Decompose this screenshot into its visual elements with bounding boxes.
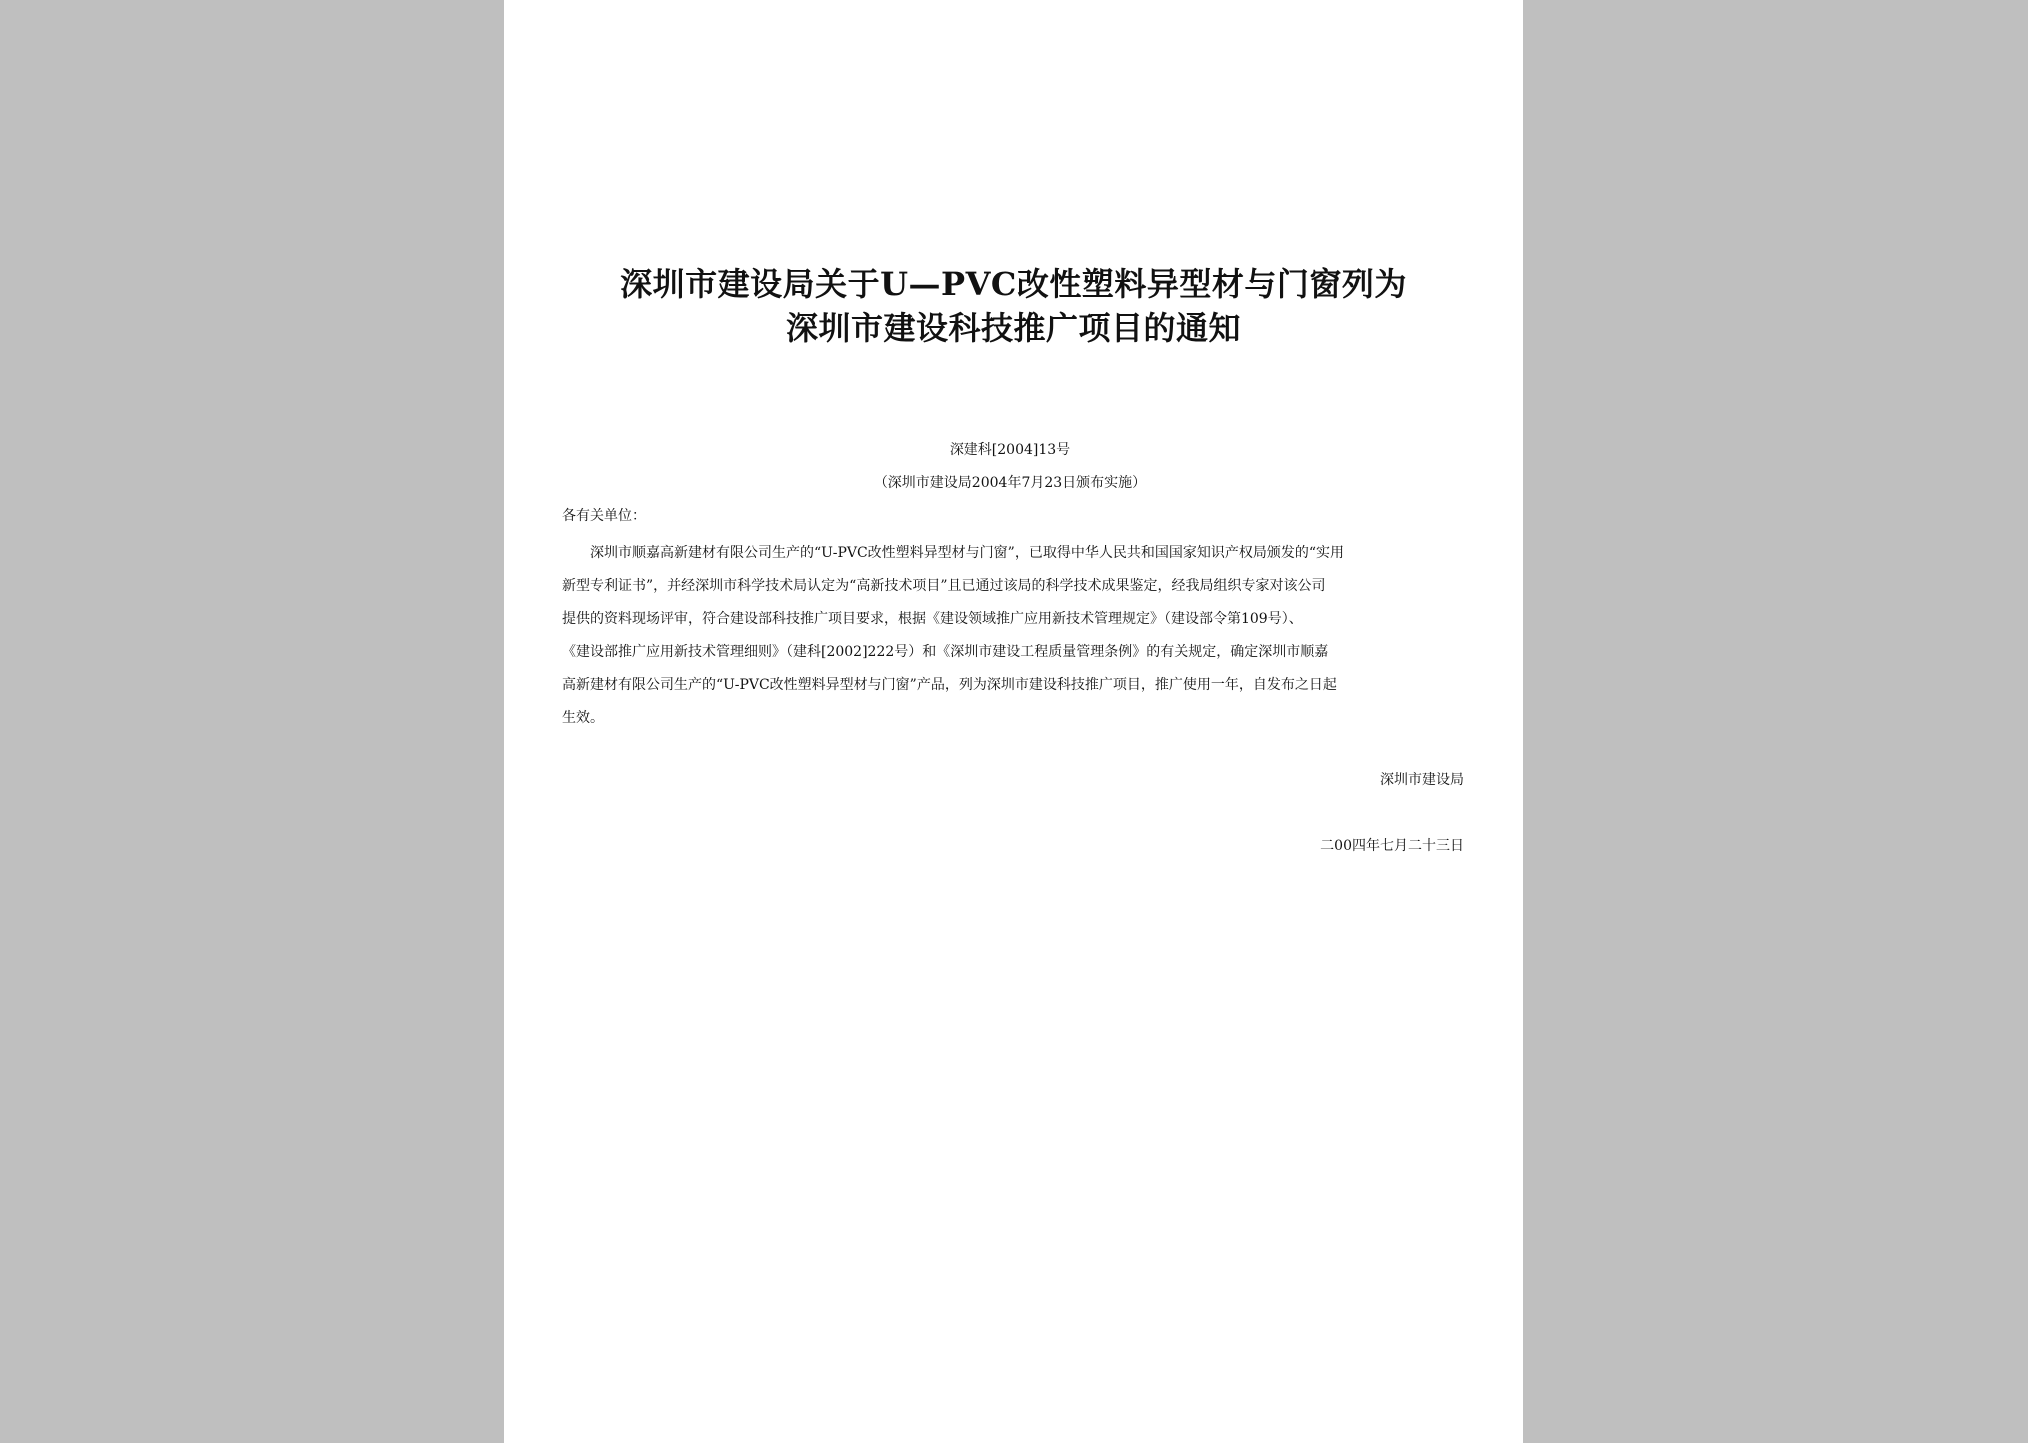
body-text <box>562 537 1464 735</box>
addressee: 各有关单位： <box>562 508 646 524</box>
body-line: 提供的资料现场评审，符合建设部科技推广项目要求，根据《建设领域推广应用新技术管理规定》（建设部令第109号）、 <box>562 611 1303 627</box>
body-line: 生效。 <box>562 710 604 726</box>
document-number: 深建科[2004]13号 <box>949 442 1071 458</box>
body-line: 新型专利证书”，并经深圳市科学技术局认定为“高新技术项目”且已通过该局的科学技术成果鉴定，经我局组织专家对该公司 <box>562 578 1326 594</box>
title-line-1: 深圳市建设局关于U—PVC改性塑料异型材与门窗列为 <box>620 265 1407 303</box>
body-line: 高新建材有限公司生产的“U-PVC改性塑料异型材与门窗”产品，列为深圳市建设科技推广项目，推广使用一年，自发布之日起 <box>562 677 1337 693</box>
document-title <box>504 262 1523 350</box>
issued-note: （深圳市建设局2004年7月23日颁布实施） <box>873 475 1147 491</box>
body-line: 深圳市顺嘉高新建材有限公司生产的“U-PVC改性塑料异型材与门窗”，已取得中华人民共和国国家知识产权局颁发的“实用 <box>590 545 1344 561</box>
title-line-2: 深圳市建设科技推广项目的通知 <box>785 309 1241 347</box>
document-date: 二00四年七月二十三日 <box>1320 838 1464 854</box>
signature: 深圳市建设局 <box>1380 772 1464 788</box>
document-page <box>504 0 1523 1443</box>
body-line: 《建设部推广应用新技术管理细则》（建科[2002]222号）和《深圳市建设工程质量管理条例》的有关规定，确定深圳市顺嘉 <box>562 644 1329 660</box>
